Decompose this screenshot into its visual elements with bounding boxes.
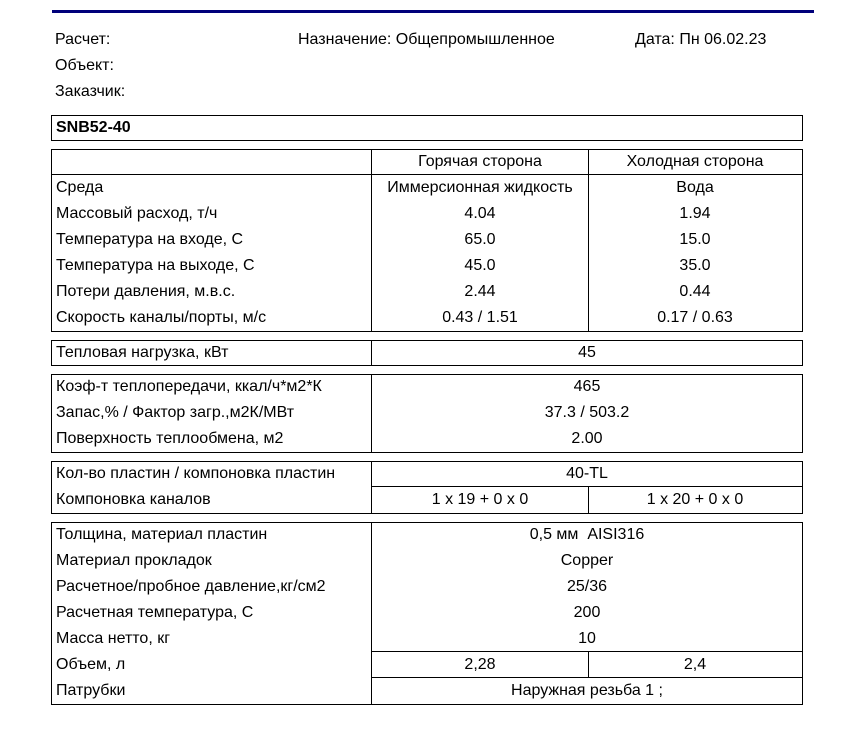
param-hot: 0.43 / 1.51 [442,309,518,326]
param-label: Температура на входе, С [56,231,244,248]
channels-hot: 1 x 19 + 0 x 0 [431,491,529,508]
table-row [52,522,802,548]
table-row [52,600,802,626]
table-row [52,678,802,704]
plates-box [51,461,803,514]
date-label: Дата: Пн 06.02.23 [635,31,767,48]
table-row [52,305,802,331]
hot-side-header: Горячая сторона [418,153,542,170]
table-row [52,548,802,574]
param-cold: 15.0 [679,231,711,248]
param-label: Скорость каналы/порты, м/с [56,309,267,326]
param-label: Среда [56,179,104,196]
param-label: Массовый расход, т/ч [56,205,218,222]
material-label: Расчетное/пробное давление,кг/см2 [56,578,326,595]
params-table [51,149,803,332]
param-hot: Иммерсионная жидкость [387,179,573,196]
top-rule [52,10,814,13]
cold-side-header: Холодная сторона [626,153,764,170]
heat-label: Запас,% / Фактор загр.,м2К/МВт [56,404,295,421]
param-hot: 2.44 [464,283,496,300]
table-row [52,487,802,513]
table-row [52,652,802,678]
heat-label: Коэф-т теплопередачи, ккал/ч*м2*К [56,378,322,395]
params-header-row [52,149,802,175]
table-row [52,626,802,652]
material-value: Copper [560,552,614,569]
nozzles-value: Наружная резьба 1 ; [511,682,663,699]
table-row [52,279,802,305]
material-value: 25/36 [566,578,608,595]
load-label: Тепловая нагрузка, кВт [56,344,229,361]
table-row [52,400,802,426]
param-cold: 0.17 / 0.63 [657,309,733,326]
table-row [52,340,802,366]
material-box [51,522,803,705]
param-cold: 1.94 [679,205,711,222]
channels-cold: 1 x 20 + 0 x 0 [646,491,744,508]
table-row [52,374,802,400]
model-name: SNB52-40 [56,119,131,136]
heat-value: 37.3 / 503.2 [544,404,630,421]
material-label: Масса нетто, кг [56,630,171,647]
param-hot: 65.0 [464,231,496,248]
plates-count-value: 40-TL [566,465,608,482]
param-hot: 4.04 [464,205,496,222]
volume-cold: 2,4 [683,656,707,673]
channels-label: Компоновка каналов [56,491,211,508]
load-value: 45 [578,344,596,361]
heat-value: 465 [573,378,601,395]
load-box [51,340,803,366]
table-row [52,253,802,279]
heat-box [51,374,803,453]
material-value: 0,5 мм AISI316 [529,526,645,543]
param-cold: Вода [676,179,714,196]
volume-label: Объем, л [56,656,126,673]
heat-value: 2.00 [571,430,603,447]
material-label: Материал прокладок [56,552,212,569]
zakazchik-label: Заказчик: [55,83,126,100]
obekt-label: Объект: [55,57,114,74]
material-value: 200 [573,604,601,621]
volume-hot: 2,28 [464,656,496,673]
table-row [52,461,802,487]
material-label: Толщина, материал пластин [56,526,268,543]
param-label: Температура на выходе, С [56,257,255,274]
table-row [52,201,802,227]
param-hot: 45.0 [464,257,496,274]
table-row [52,426,802,452]
param-cold: 0.44 [679,283,711,300]
table-row [52,574,802,600]
table-row [52,227,802,253]
naznachenie-label: Назначение: Общепромышленное [298,31,555,48]
param-cold: 35.0 [679,257,711,274]
heat-label: Поверхность теплообмена, м2 [56,430,284,447]
material-value: 10 [578,630,596,647]
raschet-label: Расчет: [55,31,111,48]
model-box [51,115,803,141]
nozzles-label: Патрубки [56,682,126,699]
table-row [52,175,802,201]
material-label: Расчетная температура, С [56,604,254,621]
plates-count-label: Кол-во пластин / компоновка пластин [56,465,336,482]
param-label: Потери давления, м.в.с. [56,283,236,300]
